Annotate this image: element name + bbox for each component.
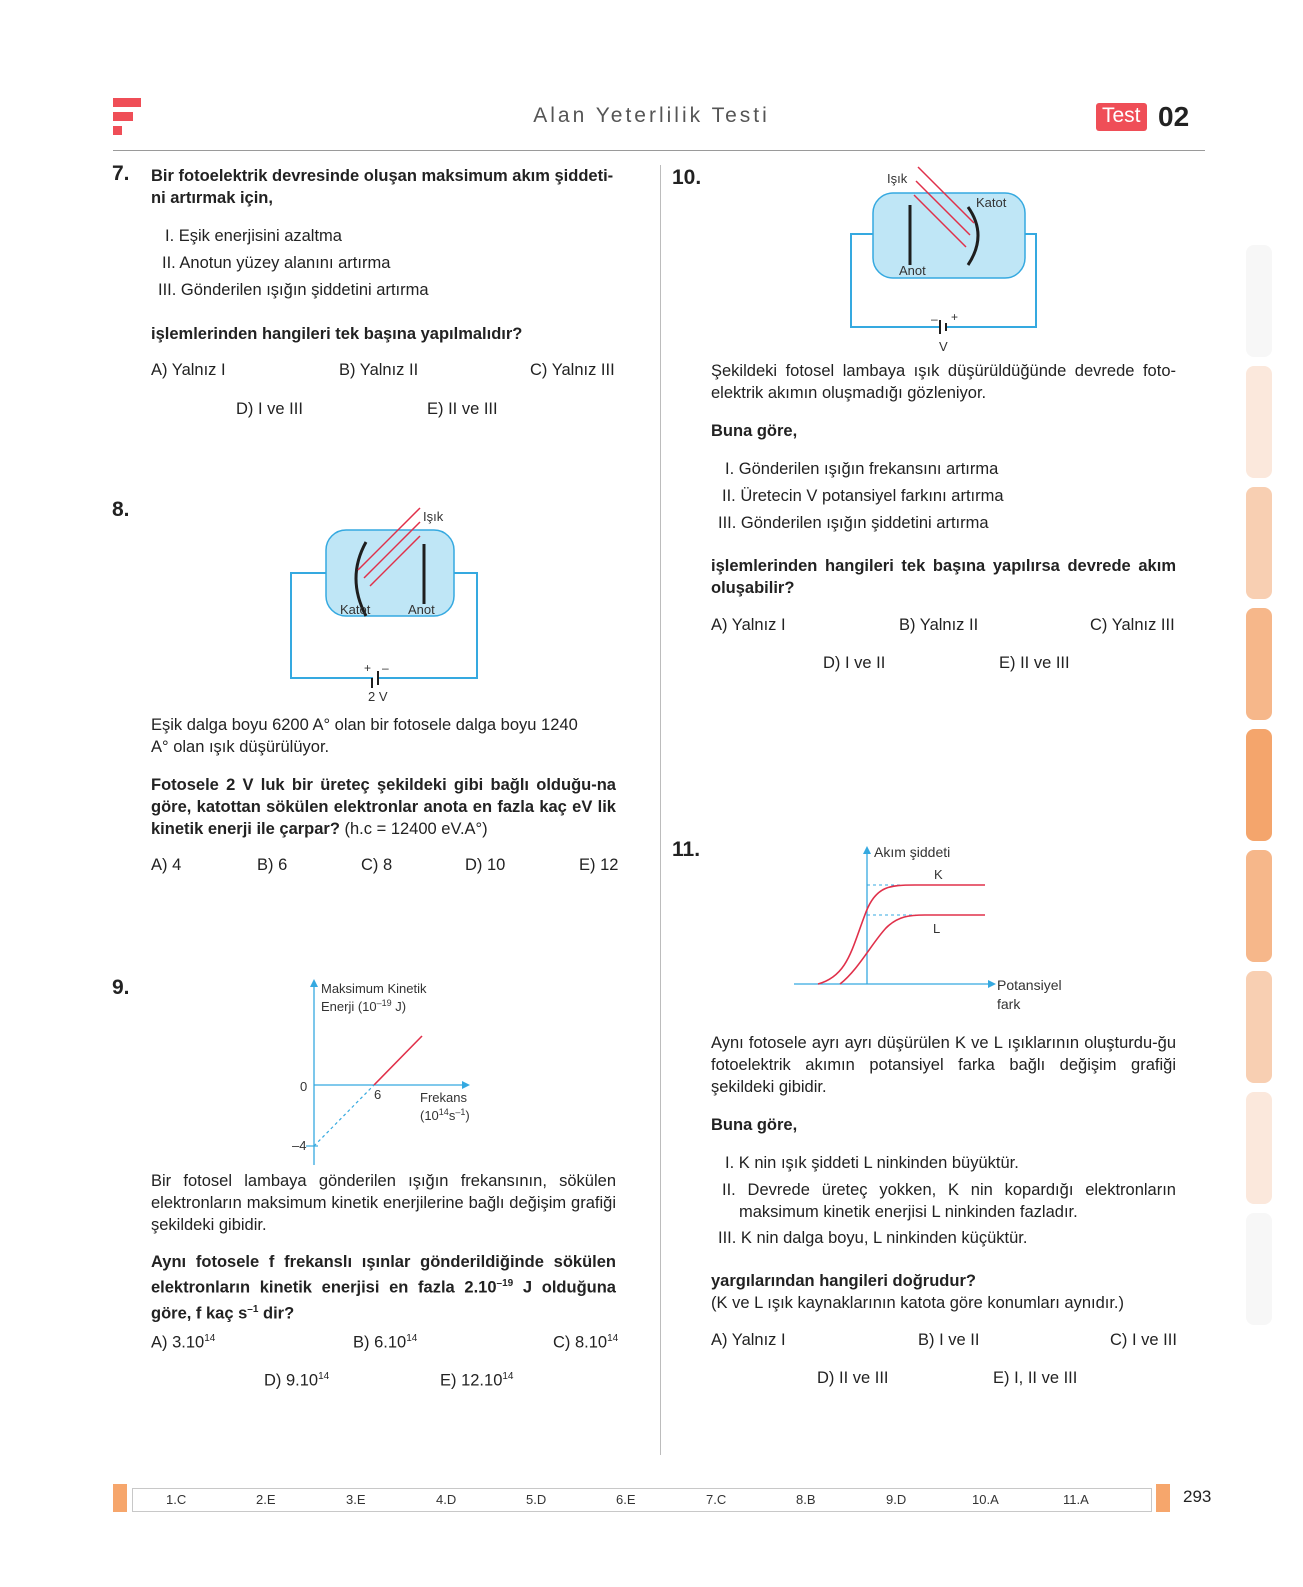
question-11-question: yargılarından hangileri doğrudur? xyxy=(711,1272,976,1290)
answer-key-item: 6.E xyxy=(616,1492,636,1507)
question-7-option-c[interactable]: C) Yalnız III xyxy=(530,361,615,379)
photocell-circuit-figure-8 xyxy=(280,500,490,710)
x-axis-label-line1: Frekans xyxy=(420,1090,467,1105)
x-axis-label-line1: Potansiyel xyxy=(997,977,1062,993)
question-8-option-a[interactable]: A) 4 xyxy=(151,856,182,874)
question-7-option-e[interactable]: E) II ve III xyxy=(427,400,498,418)
minus-sign-10: – xyxy=(931,312,938,326)
question-8-option-b[interactable]: B) 6 xyxy=(257,856,288,874)
question-10-option-c[interactable]: C) Yalnız III xyxy=(1090,616,1175,634)
cathode-label-10: Katot xyxy=(976,195,1007,210)
x-tick-six: 6 xyxy=(374,1087,382,1102)
question-11-item-3: III. K nin dalga boyu, L ninkinden küçüktür. xyxy=(718,1229,1028,1247)
question-8-note: (h.c = 12400 eV.A°) xyxy=(339,820,488,838)
side-tab-7[interactable] xyxy=(1246,971,1272,1083)
question-9-text: Bir fotosel lambaya gönderilen ışığın frekansının, sökülen elektronların maksimum kinetik enerjilerine bağlı değişim grafiği şekildeki gibidir. xyxy=(151,1172,616,1234)
question-9-option-e[interactable]: E) 12.10$^{14}$ xyxy=(440,1371,514,1390)
footer-accent-right xyxy=(1156,1484,1170,1512)
side-tab-3[interactable] xyxy=(1246,487,1272,599)
side-tab-5[interactable] xyxy=(1246,729,1272,841)
question-11-lead: Buna göre, xyxy=(711,1116,798,1134)
question-10-item-1: I. Gönderilen ışığın frekansını artırma xyxy=(725,460,999,478)
question-10-question: işlemlerinden hangileri tek başına yapılırsa devrede akım oluşabilir? xyxy=(711,557,1176,597)
question-10-option-a[interactable]: A) Yalnız I xyxy=(711,616,786,634)
question-11-option-d[interactable]: D) II ve III xyxy=(817,1369,889,1387)
question-10-option-d[interactable]: D) I ve II xyxy=(823,654,886,672)
question-8-option-e[interactable]: E) 12 xyxy=(579,856,619,874)
anode-label-8: Anot xyxy=(408,602,435,617)
question-10-item-2: II. Üretecin V potansiyel farkını artırma xyxy=(722,487,1004,505)
side-index-tabs xyxy=(1246,0,1276,1587)
question-8-number: 8. xyxy=(112,498,130,521)
x-axis-label-line2: fark xyxy=(997,996,1021,1012)
footer-accent-left xyxy=(113,1484,127,1512)
answer-key-item: 10.A xyxy=(972,1492,999,1507)
minus-sign-8: – xyxy=(382,661,389,675)
question-11-option-e[interactable]: E) I, II ve III xyxy=(993,1369,1078,1387)
page-number: 293 xyxy=(1183,1487,1212,1506)
kinetic-energy-frequency-graph xyxy=(290,975,490,1170)
question-9-number: 9. xyxy=(112,976,130,999)
question-11-option-c[interactable]: C) I ve III xyxy=(1110,1331,1177,1349)
y-tick-minus-four: –4 xyxy=(292,1138,307,1153)
side-tab-4[interactable] xyxy=(1246,608,1272,720)
question-8-option-d[interactable]: D) 10 xyxy=(465,856,506,874)
curve-l-label: L xyxy=(933,921,941,936)
photocell-circuit-figure-10 xyxy=(840,165,1050,360)
question-10-option-b[interactable]: B) Yalnız II xyxy=(899,616,979,634)
question-9-option-d[interactable]: D) 9.10$^{14}$ xyxy=(264,1371,330,1390)
question-9-option-c[interactable]: C) 8.10$^{14}$ xyxy=(553,1333,619,1352)
answer-key-item: 2.E xyxy=(256,1492,276,1507)
answer-key-item: 11.A xyxy=(1063,1492,1089,1507)
question-7-number: 7. xyxy=(112,162,130,185)
y-tick-zero: 0 xyxy=(300,1079,308,1094)
question-8-question xyxy=(151,774,616,840)
curve-k-label: K xyxy=(934,867,943,882)
test-number: 02 xyxy=(1158,101,1190,132)
side-tab-1[interactable] xyxy=(1246,245,1272,357)
y-axis-label-line2: Enerji ($10^{-19}$ J) xyxy=(321,998,407,1014)
question-11-number: 11. xyxy=(672,838,701,861)
question-10-number: 10. xyxy=(672,166,702,189)
page-header-title: Alan Yeterlilik Testi xyxy=(533,104,770,127)
question-10-text: Şekildeki fotosel lambaya ışık düşürüldüğünde devrede foto-elektrik akımın oluşmadığı gözleniyor. xyxy=(711,362,1176,402)
question-7-option-b[interactable]: B) Yalnız II xyxy=(339,361,419,379)
question-8-text: Eşik dalga boyu 6200 A° olan bir fotosele dalga boyu 1240 A° olan ışık düşürülüyor. xyxy=(151,716,578,756)
side-tab-2[interactable] xyxy=(1246,366,1272,478)
light-label-8: Işık xyxy=(423,509,444,524)
y-axis-label-line1: Maksimum Kinetik xyxy=(321,981,427,996)
question-7-option-d[interactable]: D) I ve III xyxy=(236,400,303,418)
question-7-item-3: III. Gönderilen ışığın şiddetini artırma xyxy=(158,281,429,299)
plus-sign-10: + xyxy=(951,310,959,324)
question-7-option-a[interactable]: A) Yalnız I xyxy=(151,361,226,379)
column-divider xyxy=(660,165,661,1455)
current-potential-graph xyxy=(790,838,1080,1018)
question-7-item-2: II. Anotun yüzey alanını artırma xyxy=(162,254,391,272)
answer-key-item: 1.C xyxy=(166,1492,187,1507)
question-10-option-e[interactable]: E) II ve III xyxy=(999,654,1070,672)
question-9-question: Aynı fotosele f frekanslı ışınlar gönderildiğinde sökülen elektronların kinetik enerjisi en fazla $2.10^{-19}$ J olduğuna göre, f kaç $s^{-1}$ dir? xyxy=(151,1253,616,1322)
voltage-label-8: 2 V xyxy=(368,689,388,704)
answer-key-bar xyxy=(132,1488,1152,1512)
question-9-option-a[interactable]: A) 3.10$^{14}$ xyxy=(151,1333,216,1352)
answer-key-item: 7.C xyxy=(706,1492,727,1507)
question-11-option-a[interactable]: A) Yalnız I xyxy=(711,1331,786,1349)
cathode-label-8: Katot xyxy=(340,602,371,617)
light-label-10: Işık xyxy=(887,171,908,186)
question-11-item-2: II. Devrede üreteç yokken, K nin kopardığı elektronların maksimum kinetik enerjisi L ninkinden fazladır. xyxy=(722,1181,1176,1221)
question-7-stem: Bir fotoelektrik devresinde oluşan maksimum akım şiddeti-ni artırmak için, xyxy=(151,167,614,207)
answer-key-item: 8.B xyxy=(796,1492,816,1507)
question-8-question-bold: Fotosele 2 V luk bir üreteç şekildeki gibi bağlı olduğu-na göre, katottan sökülen elektronlar anota en fazla kaç eV lik kinetik enerji ile çarpar? xyxy=(151,776,616,838)
question-10-item-3: III. Gönderilen ışığın şiddetini artırma xyxy=(718,514,989,532)
answer-key-item: 3.E xyxy=(346,1492,366,1507)
question-11-note: (K ve L ışık kaynaklarının katota göre konumları aynıdır.) xyxy=(711,1294,1124,1312)
question-11-item-1: I. K nin ışık şiddeti L ninkinden büyüktür. xyxy=(725,1154,1019,1172)
question-10-lead: Buna göre, xyxy=(711,422,798,440)
question-8-option-c[interactable]: C) 8 xyxy=(361,856,393,874)
question-7-question: işlemlerinden hangileri tek başına yapılmalıdır? xyxy=(151,325,523,343)
y-axis-label-current: Akım şiddeti xyxy=(874,844,951,860)
header-divider xyxy=(113,150,1205,151)
question-9-option-b[interactable]: B) 6.10$^{14}$ xyxy=(353,1333,418,1352)
answer-key-item: 4.D xyxy=(436,1492,457,1507)
answer-key-item: 9.D xyxy=(886,1492,907,1507)
question-7-item-1: I. Eşik enerjisini azaltma xyxy=(165,227,342,245)
side-tab-9[interactable] xyxy=(1246,1213,1272,1325)
plus-sign-8: + xyxy=(364,661,372,675)
answer-key-item: 5.D xyxy=(526,1492,547,1507)
voltage-label-10: V xyxy=(939,339,948,354)
question-11-option-b[interactable]: B) I ve II xyxy=(918,1331,980,1349)
x-axis-label-line2: $(10^{14}s^{-1})$ xyxy=(420,1107,470,1123)
question-11-text: Aynı fotosele ayrı ayrı düşürülen K ve L ışıklarının oluşturdu-ğu fotoelektrik akımın potansiyel farka bağlı değişim grafiği şekildeki gibidir. xyxy=(711,1034,1176,1096)
anode-label-10: Anot xyxy=(899,263,926,278)
side-tab-8[interactable] xyxy=(1246,1092,1272,1204)
test-badge: Test xyxy=(1096,103,1147,131)
side-tab-6[interactable] xyxy=(1246,850,1272,962)
